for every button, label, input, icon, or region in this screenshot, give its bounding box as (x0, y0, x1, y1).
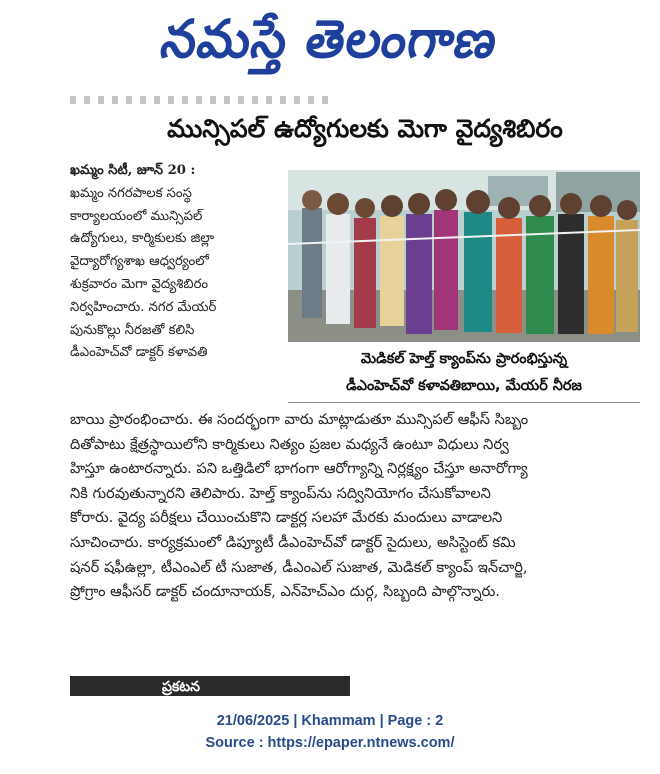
body-line: దితోపాటు క్షేత్రస్థాయిలోని కార్మికులు నిత్యం ప్రజల మధ్యనే ఉంటూ విధులు నిర్వ (70, 435, 509, 453)
body-line: కోరారు. వైద్య పరీక్షలు చేయించుకొని డాక్టర్ల సలహా మేరకు మందులు వాడాలని (70, 509, 503, 527)
body-line: నిర్వహించారు. నగర మేయర్ (70, 299, 217, 315)
body-line: సూచించారు. కార్యక్రమంలో డిప్యూటీ డీఎంహెచ్‌వో డాక్టర్ సైదులు, అసిస్టెంట్ కమి (70, 533, 516, 551)
newspaper-title: నమస్తే తెలంగాణ (156, 8, 504, 70)
body-line: షనర్ షఫీఉల్లా, టీఎంఎల్ టీ సుజాత, డీఎంఎల్ సుజాత, మెడికల్ క్యాంప్ ఇన్‌చార్జి, (70, 558, 528, 576)
body-line: ఉద్యోగులు, కార్మికులకు జిల్లా (70, 231, 215, 247)
body-line: కార్యాలయంలో మున్సిపల్ (70, 208, 203, 224)
body-line: పునుకొల్లు నీరజతో కలిసి (70, 322, 195, 338)
ad-label: ప్రకటన (162, 679, 200, 695)
advertisement-banner (70, 676, 350, 696)
body-line: నికి గురవుతున్నారని తెలిపారు. హెల్త్ క్యాంప్‌ను సద్వినియోగం చేసుకోవాలని (70, 484, 491, 502)
masthead (0, 6, 660, 76)
event-photo (288, 170, 640, 342)
caption-line: మెడికల్ హెల్త్ క్యాంప్‌ను ప్రారంభిస్తున్న (360, 351, 568, 367)
body-line: శుక్రవారం మెగా వైద్యశిబిరం (70, 276, 209, 292)
clipped-text-strip (70, 96, 330, 104)
photo-caption (288, 346, 640, 403)
body-line: డీఎంహెచ్‌వో డాక్టర్ కళావతి (70, 345, 208, 361)
article-narrow-column (70, 160, 282, 365)
dateline: ఖమ్మం సిటీ, జూన్ 20 : (70, 163, 196, 178)
body-line: బాయి ప్రారంభించారు. ఈ సందర్భంగా వారు మాట్లాడుతూ మున్సిపల్ ఆఫీస్ సిబ్బం (70, 411, 529, 428)
edition-info: 21/06/2025 | Khammam | Page : 2 (216, 713, 444, 729)
body-line: వైద్యారోగ్యశాఖ ఆధ్వర్యంలో (70, 254, 209, 270)
body-line: ప్రోగ్రాం ఆఫీసర్ డాక్టర్ చందూనాయక్, ఎన్‌హెచ్‌ఎం దుర్గ, సిబ్బంది పాల్గొన్నారు. (70, 583, 500, 601)
body-line: హిస్తూ ఉంటారన్నారు. పని ఒత్తిడిలో భాగంగా ఆరోగ్యాన్ని నిర్లక్ష్యం చేస్తూ అనారోగ్యా (70, 460, 528, 478)
article-wide-column (70, 408, 642, 605)
caption-line: డీఎంహెచ్‌వో కళావతిబాయి, మేయర్ నీరజ (346, 378, 582, 394)
source-link[interactable]: Source : https://epaper.ntnews.com/ (205, 735, 455, 751)
article-headline: మున్సిపల్ ఉద్యోగులకు మెగా వైద్యశిబిరం (167, 114, 563, 143)
body-line: ఖమ్మం నగరపాలక సంస్థ (70, 185, 192, 201)
clipping-footer (0, 710, 660, 754)
